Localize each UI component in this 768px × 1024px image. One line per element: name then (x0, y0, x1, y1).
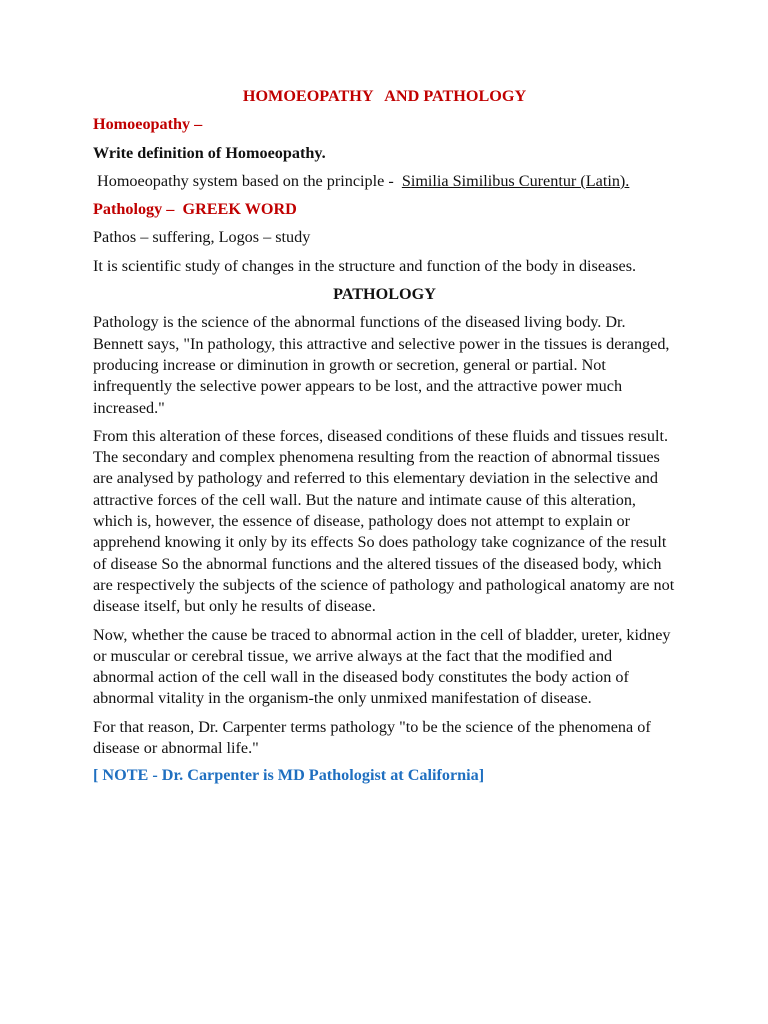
page-title: HOMOEOPATHY AND PATHOLOGY (242, 87, 527, 105)
pathology-definition: It is scientific study of changes in the structure and function of the body in diseases. (93, 256, 637, 275)
principle-paragraph (93, 171, 676, 192)
paragraph-1: Pathology is the science of the abnormal functions of the diseased living body. Dr. Bennett says, "In pathology, this attractive and selective power in the tissues is deranged, producing increase or diminution in growth or secretion, general or partial. Not infrequently the selective power appears to be lost, and the attractive power much increased." (93, 313, 670, 417)
principle-intro: Homoeopathy system based on the principle - (93, 171, 402, 190)
paragraph-2: From this alteration of these forces, diseased conditions of these fluids and tissues result. The secondary and complex phenomena resulting from the reaction of abnormal tissues are analysed by pathology and referred to this elementary deviation in the selective and attractive forces of the cell wall. But the nature and intimate cause of this alteration, which is, however, the essence of disease, pathology does not attempt to explain or apprehend knowing it only by its effects So does pathology take cognizance of the result of disease So the abnormal functions and the altered tissues of the diseased body, which are respectively the subjects of the science of pathology and pathological anatomy are not disease itself, but only he results of disease. (93, 426, 675, 616)
paragraph-4: For that reason, Dr. Carpenter terms pathology "to be the science of the phenomena of disease or abnormal life." (93, 717, 651, 758)
principle-name: Similia Similibus Curentur (Latin). (401, 171, 630, 190)
definition-prompt: Write definition of Homoeopathy. (93, 143, 326, 162)
paragraph-3: Now, whether the cause be traced to abnormal action in the cell of bladder, ureter, kidney or muscular or cerebral tissue, we arrive always at the fact that the modified and abnormal action of the cell wall in the diseased body constitutes the body action of abnormal vitality in the organism-the only unmixed manifestation of disease. (93, 625, 671, 708)
etymology-line: Pathos – suffering, Logos – study (93, 228, 311, 247)
homoeopathy-heading: Homoeopathy – (93, 115, 203, 134)
pathology-heading: Pathology – GREEK WORD (93, 200, 297, 219)
note-line: [ NOTE - Dr. Carpenter is MD Pathologist at California] (93, 766, 485, 785)
section-heading: PATHOLOGY (333, 285, 436, 304)
